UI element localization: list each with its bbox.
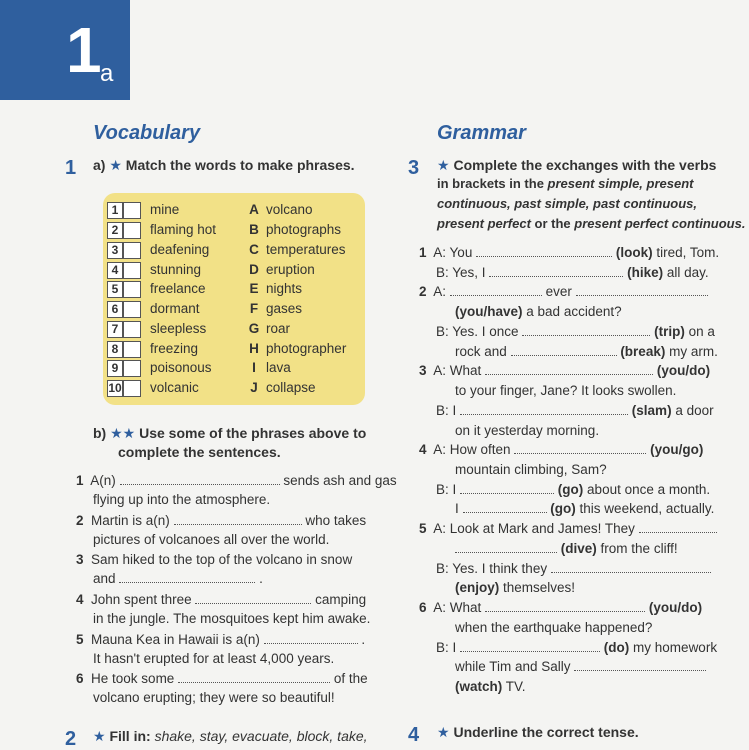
match-target: collapse [266, 380, 316, 395]
match-word: deafening [150, 242, 210, 257]
answer-blank[interactable] [476, 243, 612, 257]
star-icon: ★ [109, 157, 122, 173]
dialogue-4-b: B: I (go) about once a month. [436, 482, 711, 497]
match-answer-box[interactable] [123, 222, 141, 239]
dialogue-3-a-cont: to your finger, Jane? It looks swollen. [455, 383, 677, 398]
sentence-1-cont: flying up into the atmosphere. [93, 492, 271, 507]
match-target: photographer [266, 341, 347, 356]
exercise-1-number: 1 [65, 157, 77, 179]
match-target: volcano [266, 202, 313, 217]
match-target: temperatures [266, 242, 346, 257]
match-word: freezing [150, 341, 199, 356]
match-number: 10 [108, 381, 122, 395]
exercise-1b-instruction [93, 423, 366, 443]
sentence-6: 6 He took some of the [76, 671, 368, 686]
match-letter: E [249, 281, 259, 296]
sentence-4: 4 John spent three camping [76, 592, 367, 607]
dialogue-4-a-cont: mountain climbing, Sam? [455, 462, 607, 477]
match-target: roar [266, 321, 291, 336]
sentence-4-cont: in the jungle. The mosquitoes kept him awake. [93, 611, 371, 626]
star-icon: ★ [437, 157, 450, 173]
match-number: 7 [107, 321, 123, 338]
match-letter: G [248, 321, 260, 336]
match-answer-box[interactable] [123, 242, 141, 259]
star-icon: ★ [93, 728, 106, 744]
exercise-2-instruction: ★ Fill in: shake, stay, evacuate, block, take, [93, 728, 368, 744]
match-answer-box[interactable] [123, 380, 141, 397]
match-target: photographs [266, 222, 342, 237]
match-answer-box[interactable] [123, 341, 141, 358]
answer-blank[interactable] [511, 342, 617, 356]
match-number: 5 [107, 281, 123, 298]
match-word: stunning [150, 262, 202, 277]
dialogue-3-b-cont: on it yesterday morning. [455, 423, 600, 438]
part-b-text-2: complete the sentences. [118, 444, 281, 460]
match-number: 6 [107, 301, 123, 318]
match-row [103, 220, 365, 240]
match-row [103, 299, 365, 319]
match-letter: C [249, 242, 259, 257]
dialogue-1-a: 1 A: You (look) tired, Tom. [419, 245, 720, 260]
answer-blank[interactable] [463, 499, 547, 513]
sentence-3: 3 Sam hiked to the top of the volcano in snow [76, 552, 353, 567]
exercise-3-number: 3 [408, 157, 420, 179]
answer-blank[interactable] [485, 361, 653, 375]
dialogue-5-b: B: Yes. I think they [436, 559, 711, 578]
match-letter: D [249, 262, 259, 277]
match-letter: F [249, 301, 259, 316]
exercise-4-instruction: ★ Underline the correct tense. [437, 724, 639, 740]
dialogue-2-a-cont: (you/have) a bad accident? [455, 304, 622, 319]
dialogue-1-b: B: Yes, I (hike) all day. [436, 265, 709, 280]
dialogue-4-b-cont: I (go) this weekend, actually. [455, 501, 715, 516]
match-answer-box[interactable] [123, 202, 141, 219]
unit-number: 1 [66, 14, 102, 86]
match-row [103, 279, 365, 299]
dialogue-5-a-cont: (dive) from the cliff! [455, 539, 678, 558]
sentence-5: 5 Mauna Kea in Hawaii is a(n) . [76, 632, 366, 647]
match-number: 4 [107, 262, 123, 279]
match-letter: B [249, 222, 259, 237]
dialogue-5-a: 5 A: Look at Mark and James! They [419, 519, 717, 538]
exercise-1a-instruction [93, 155, 355, 175]
part-b-text-1: Use some of the phrases above to [139, 425, 367, 441]
answer-blank[interactable] [551, 559, 711, 573]
sentence-3-cont: and . [93, 571, 263, 586]
answer-blank[interactable] [485, 598, 645, 612]
match-row [103, 339, 365, 359]
match-target: nights [266, 281, 303, 296]
match-letter: I [252, 360, 256, 375]
part-b-label: b) [93, 425, 107, 441]
exercise-3-instruction-3: continuous, past simple, past continuous, [437, 196, 698, 211]
answer-blank[interactable] [576, 282, 708, 296]
dialogue-2-b: B: Yes. I once (trip) on a [436, 324, 715, 339]
answer-blank[interactable] [264, 630, 358, 644]
match-answer-box[interactable] [123, 360, 141, 377]
match-number: 3 [107, 242, 123, 259]
dialogue-2-a: 2 A: ever [419, 282, 708, 301]
answer-blank[interactable] [460, 401, 628, 415]
match-answer-box[interactable] [123, 281, 141, 298]
sentence-1: 1 A(n) sends ash and gas [76, 473, 397, 488]
answer-blank[interactable] [489, 263, 623, 277]
sentence-6-cont: volcano erupting; they were so beautiful! [93, 690, 335, 705]
answer-blank[interactable] [455, 539, 557, 553]
match-row [103, 358, 365, 378]
unit-letter: a [100, 60, 114, 87]
dialogue-4-a: 4 A: How often (you/go) [419, 442, 704, 457]
dialogue-6-b-cont-2: (watch) TV. [455, 679, 526, 694]
exercise-3-instruction-4: present perfect or the present perfect continuous. [437, 216, 746, 231]
dialogue-6-a-cont: when the earthquake happened? [455, 620, 653, 635]
match-word: freelance [150, 281, 206, 296]
exercise-3-instruction-1: ★ Complete the exchanges with the verbs [437, 157, 717, 173]
grammar-title: Grammar [437, 122, 526, 144]
match-letter: A [249, 202, 259, 217]
answer-blank[interactable] [460, 480, 554, 494]
match-letter: H [249, 341, 259, 356]
answer-blank[interactable] [119, 569, 255, 583]
matching-box [103, 193, 365, 405]
match-word: volcanic [150, 380, 199, 395]
exercise-3-instruction-2: in brackets in the present simple, present [437, 176, 694, 191]
match-number: 1 [107, 202, 123, 219]
match-row [103, 260, 365, 280]
answer-blank[interactable] [514, 440, 646, 454]
answer-blank[interactable] [178, 669, 330, 683]
match-row [103, 240, 365, 260]
vocabulary-title: Vocabulary [93, 122, 201, 144]
dialogue-2-b-cont: rock and (break) my arm. [455, 344, 718, 359]
answer-blank[interactable] [450, 282, 542, 296]
match-answer-box[interactable] [123, 262, 141, 279]
answer-blank[interactable] [639, 519, 717, 533]
match-row [103, 319, 365, 339]
match-word: flaming hot [150, 222, 217, 237]
match-target: gases [266, 301, 303, 316]
answer-blank[interactable] [460, 638, 600, 652]
match-target: lava [266, 360, 291, 375]
match-number: 9 [107, 360, 123, 377]
match-row [103, 200, 365, 220]
sentence-2-cont: pictures of volcanoes all over the world. [93, 532, 330, 547]
match-number: 8 [107, 341, 123, 358]
sentence-2: 2 Martin is a(n) who takes [76, 513, 367, 528]
match-target: eruption [266, 262, 315, 277]
dialogue-3-a: 3 A: What (you/do) [419, 363, 711, 378]
match-number: 2 [107, 222, 123, 239]
dialogue-3-b: B: I (slam) a door [436, 403, 714, 418]
match-word: poisonous [150, 360, 212, 375]
star-icon: ★ [437, 724, 450, 740]
sentence-5-cont: It hasn't erupted for at least 4,000 years. [93, 651, 335, 666]
match-letter: J [250, 380, 258, 395]
answer-blank[interactable] [574, 657, 706, 671]
part-a-text: Match the words to make phrases. [125, 157, 355, 173]
part-a-label: a) [93, 157, 106, 173]
answer-blank[interactable] [120, 471, 280, 485]
exercise-4-number: 4 [408, 724, 420, 746]
dialogue-6-b: B: I (do) my homework [436, 640, 718, 655]
exercise-2-number: 2 [65, 728, 77, 750]
match-row [103, 378, 365, 398]
stars-icon: ★★ [110, 425, 136, 441]
match-answer-box[interactable] [123, 321, 141, 338]
match-word: mine [150, 202, 180, 217]
dialogue-5-b-cont: (enjoy) themselves! [455, 580, 576, 595]
match-word: dormant [150, 301, 200, 316]
answer-blank[interactable] [522, 322, 650, 336]
answer-blank[interactable] [195, 590, 311, 604]
answer-blank[interactable] [174, 511, 302, 525]
dialogue-6-b-cont: while Tim and Sally [455, 657, 706, 676]
match-answer-box[interactable] [123, 301, 141, 318]
match-word: sleepless [150, 321, 207, 336]
dialogue-6-a: 6 A: What (you/do) [419, 600, 703, 615]
